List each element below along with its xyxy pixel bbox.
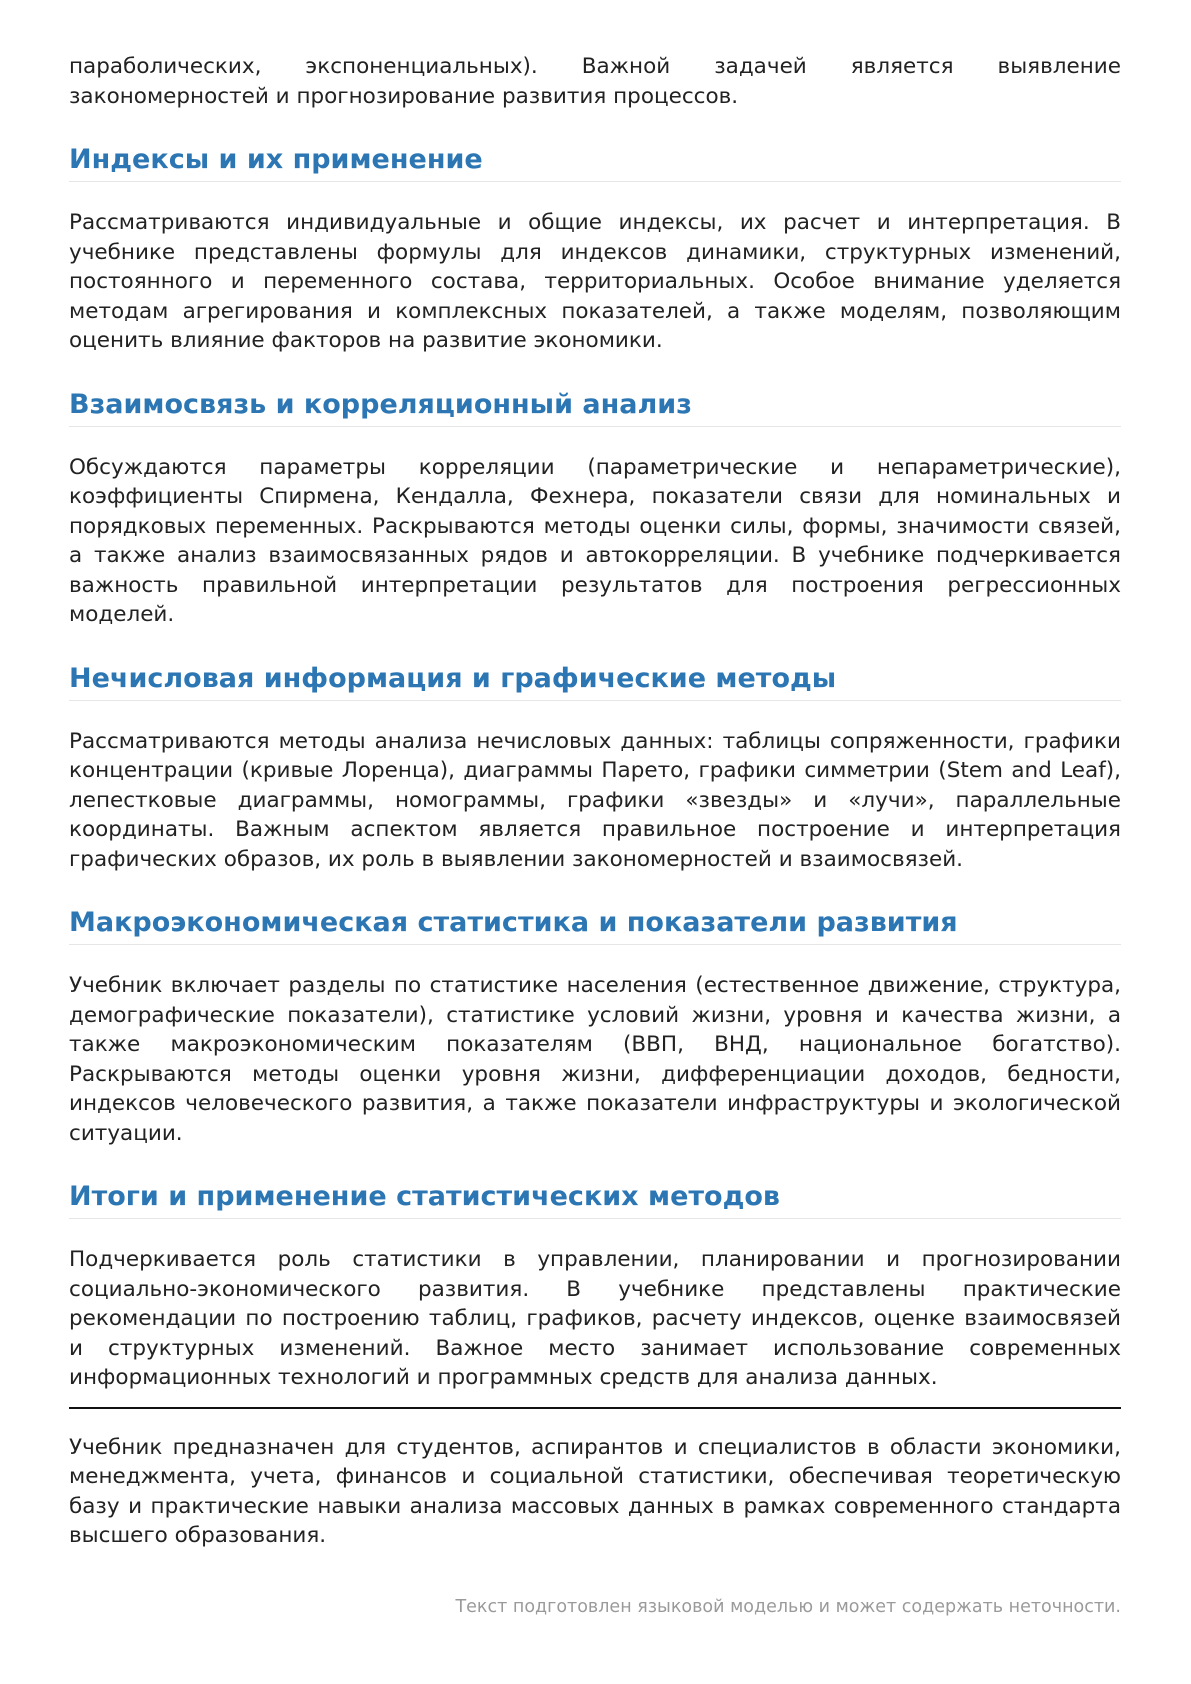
disclaimer-note: Текст подготовлен языковой моделью и может содержать неточности. xyxy=(455,1596,1121,1617)
divider-line xyxy=(69,1407,1121,1409)
section-macroeconomics xyxy=(69,906,1121,1148)
section-indices xyxy=(69,143,1121,356)
section-heading: Макроэкономическая статистика и показатели развития xyxy=(69,906,1121,945)
summary-paragraph: Учебник предназначен для студентов, аспирантов и специалистов в области экономики, менеджмента, учета, финансов и социальной статистики, обеспечивая теоретическую базу и практические навыки анализа массовых данных в рамках современного стандарта высшего образования. xyxy=(69,1434,1121,1548)
section-correlation xyxy=(69,388,1121,630)
section-paragraph: Подчеркивается роль статистики в управлении, планировании и прогнозировании социально-экономического развития. В учебнике представлены практические рекомендации по построению таблиц, графиков, расчету индексов, оценке взаимосвязей и структурных изменений. Важное место занимает использование современных информационных технологий и программных средств для анализа данных. xyxy=(69,1247,1121,1390)
section-paragraph: Рассматриваются индивидуальные и общие индексы, их расчет и интерпретация. В учебнике представлены формулы для индексов динамики, структурных изменений, постоянного и переменного состава, территориальных. Особое внимание уделяется методам агрегирования и комплексных показателей, а также моделям, позволяющим оценить влияние факторов на развитие экономики. xyxy=(69,210,1121,353)
section-heading: Нечисловая информация и графические методы xyxy=(69,662,1121,701)
section-paragraph: Учебник включает разделы по статистике населения (естественное движение, структура, демографические показатели), статистике условий жизни, уровня и качества жизни, а также макроэкономическим показателям (ВВП, ВНД, национальное богатство). Раскрываются методы оценки уровня жизни, дифференциации доходов, бедности, индексов человеческого развития, а также показатели инфраструктуры и экологической ситуации. xyxy=(69,973,1121,1146)
section-heading: Индексы и их применение xyxy=(69,143,1121,182)
document-page xyxy=(69,52,1121,1619)
section-heading: Итоги и применение статистических методов xyxy=(69,1180,1121,1219)
section-conclusions xyxy=(69,1180,1121,1393)
section-heading: Взаимосвязь и корреляционный анализ xyxy=(69,388,1121,427)
section-paragraph: Обсуждаются параметры корреляции (параметрические и непараметрические), коэффициенты Спирмена, Кендалла, Фехнера, показатели связи для номинальных и порядковых переменных. Раскрываются методы оценки силы, формы, значимости связей, а также анализ взаимосвязанных рядов и автокорреляции. В учебнике подчеркивается важность правильной интерпретации результатов для построения регрессионных моделей. xyxy=(69,454,1121,627)
section-graphic-methods xyxy=(69,662,1121,875)
section-paragraph: Рассматриваются методы анализа нечисловых данных: таблицы сопряженности, графики концентрации (кривые Лоренца), диаграммы Парето, графики симметрии (Stem and Leaf), лепестковые диаграммы, номограммы, графики «звезды» и «лучи», параллельные координаты. Важным аспектом является правильное построение и интерпретация графических образов, их роль в выявлении закономерностей и взаимосвязей. xyxy=(69,728,1121,872)
intro-paragraph: параболических, экспоненциальных). Важной задачей является выявление закономерностей и прогнозирование развития процессов. xyxy=(69,54,1121,109)
